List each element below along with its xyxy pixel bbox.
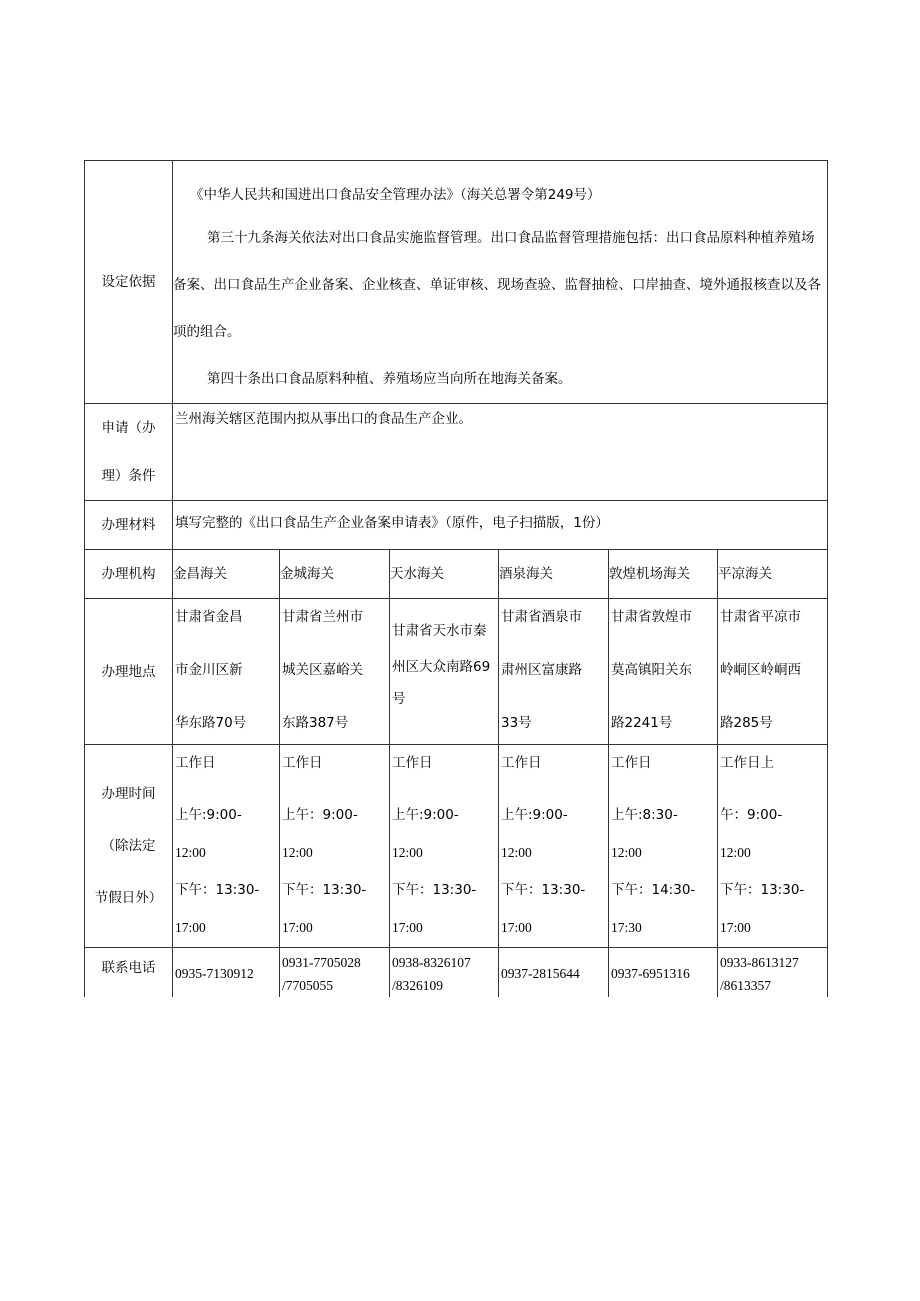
phone-cell (173, 947, 280, 997)
phone-number-alt: /8326109 (392, 977, 444, 993)
hours-line: 上午:8:30- (611, 806, 678, 823)
agency-cell: 敦煌机场海关 (609, 550, 718, 599)
location-cell (499, 599, 609, 745)
hours-label-line3: 节假日外） (94, 889, 163, 906)
hours-line: 12:00 (611, 845, 642, 860)
phone-number-alt: /7705055 (282, 977, 334, 993)
phone-cell (609, 947, 718, 997)
basis-regulation-title: 《中华人民共和国进出口食品安全管理办法》（海关总署令第249号） (190, 187, 601, 203)
hours-line: 12:00 (175, 845, 206, 860)
hours-line: 工作日 (282, 755, 323, 771)
location-line: 东路387号 (282, 715, 349, 731)
agency-cell: 酒泉海关 (499, 550, 609, 599)
hours-line: 下午：14:30- (611, 881, 696, 898)
location-line: 甘肃省酒泉市 (501, 609, 582, 625)
agencies-label: 办理机构 (85, 550, 173, 599)
hours-line: 下午：13:30- (175, 881, 260, 898)
hours-cell (609, 745, 718, 948)
hours-line: 工作日 (392, 755, 433, 771)
hours-label-line1: 办理时间 (101, 785, 156, 802)
hours-line: 午：9:00- (720, 806, 783, 823)
hours-line: 上午：9:00- (282, 806, 358, 823)
hours-line: 17:30 (611, 920, 642, 935)
hours-line: 下午：13:30- (501, 881, 586, 898)
agency-cell: 平凉海关 (718, 550, 828, 599)
phone-number: 0937-2815644 (501, 965, 580, 981)
materials-row (85, 501, 828, 550)
hours-line: 工作日 (175, 755, 216, 771)
agency-cell: 天水海关 (390, 550, 499, 599)
hours-line: 17:00 (720, 920, 751, 935)
location-line: 路285号 (720, 715, 773, 731)
hours-line: 工作日 (501, 755, 542, 771)
location-cell (173, 599, 280, 745)
location-line: 甘肃省天水市秦 (392, 623, 487, 639)
hours-row (85, 745, 828, 948)
hours-line: 下午：13:30- (392, 881, 477, 898)
conditions-label (85, 404, 173, 501)
location-line: 甘肃省金昌 (175, 609, 243, 625)
hours-line: 上午:9:00- (501, 806, 568, 823)
phone-number: 0933-8613127 (720, 954, 799, 970)
service-guide-table (84, 160, 828, 997)
hours-line: 工作日上 (720, 755, 774, 771)
conditions-label-line2: 理）条件 (101, 468, 156, 484)
conditions-row (85, 404, 828, 501)
location-line: 州区大众南路69 (392, 659, 491, 675)
materials-label: 办理材料 (85, 501, 173, 550)
location-line: 甘肃省兰州市 (282, 609, 363, 625)
location-line: 城关区嘉峪关 (282, 662, 363, 678)
location-line: 甘肃省敦煌市 (611, 609, 692, 625)
basis-row (85, 161, 828, 404)
hours-line: 17:00 (501, 920, 532, 935)
hours-line: 17:00 (175, 920, 206, 935)
conditions-label-line1: 申请（办 (101, 420, 156, 436)
location-line: 33号 (501, 715, 532, 731)
location-cell (280, 599, 390, 745)
basis-article-40: 第四十条出口食品原料种植、养殖场应当向所在地海关备案。 (207, 371, 572, 387)
hours-line: 下午：13:30- (282, 881, 367, 898)
agency-cell: 金昌海关 (173, 550, 280, 599)
phones-row (85, 947, 828, 997)
location-line: 肃州区富康路 (501, 662, 582, 678)
hours-line: 12:00 (392, 845, 423, 860)
basis-label: 设定依据 (85, 161, 173, 404)
hours-line: 12:00 (282, 845, 313, 860)
hours-line: 上午:9:00- (392, 806, 459, 823)
location-cell (390, 599, 499, 745)
hours-line: 17:00 (282, 920, 313, 935)
location-cell (609, 599, 718, 745)
phone-cell (499, 947, 609, 997)
phones-label: 联系电话 (85, 947, 173, 997)
phone-number: 0931-7705028 (282, 954, 361, 970)
phone-cell (718, 947, 828, 997)
conditions-value: 兰州海关辖区范围内拟从事出口的食品生产企业。 (173, 404, 828, 501)
hours-line: 上午:9:00- (175, 806, 242, 823)
hours-line: 下午：13:30- (720, 881, 805, 898)
hours-line: 工作日 (611, 755, 652, 771)
basis-content (173, 161, 828, 404)
hours-line: 17:00 (392, 920, 423, 935)
location-cell (718, 599, 828, 745)
phone-number-alt: /8613357 (720, 977, 772, 993)
hours-cell (718, 745, 828, 948)
location-line: 路2241号 (611, 715, 673, 731)
phone-number: 0937-6951316 (611, 965, 690, 981)
locations-label: 办理地点 (85, 599, 173, 745)
hours-cell (280, 745, 390, 948)
locations-row (85, 599, 828, 745)
hours-cell (173, 745, 280, 948)
materials-value: 填写完整的《出口食品生产企业备案申请表》（原件，电子扫描版，1份） (173, 501, 828, 550)
agency-cell: 金城海关 (280, 550, 390, 599)
hours-label-line2: （除法定 (101, 837, 156, 854)
location-line: 华东路70号 (175, 715, 247, 731)
hours-label (85, 745, 173, 948)
hours-line: 12:00 (501, 845, 532, 860)
hours-cell (499, 745, 609, 948)
phone-cell (390, 947, 499, 997)
location-line: 甘肃省平凉市 (720, 609, 801, 625)
phone-number: 0938-8326107 (392, 954, 471, 970)
location-line: 号 (392, 691, 406, 707)
hours-line: 12:00 (720, 845, 751, 860)
phone-cell (280, 947, 390, 997)
agencies-row (85, 550, 828, 599)
location-line: 岭峒区岭峒西 (720, 662, 801, 678)
phone-number: 0935-7130912 (175, 965, 254, 981)
location-line: 莫高镇阳关东 (611, 662, 692, 678)
location-line: 市金川区新 (175, 662, 243, 678)
hours-cell (390, 745, 499, 948)
basis-article-39: 第三十九条海关依法对出口食品实施监督管理。出口食品监督管理措施包括：出口食品原料种植养殖场备案、出口食品生产企业备案、企业核查、单证审核、现场查验、监督抽检、口岸抽查、境外通报核查以及各项的组合。 (173, 230, 821, 340)
